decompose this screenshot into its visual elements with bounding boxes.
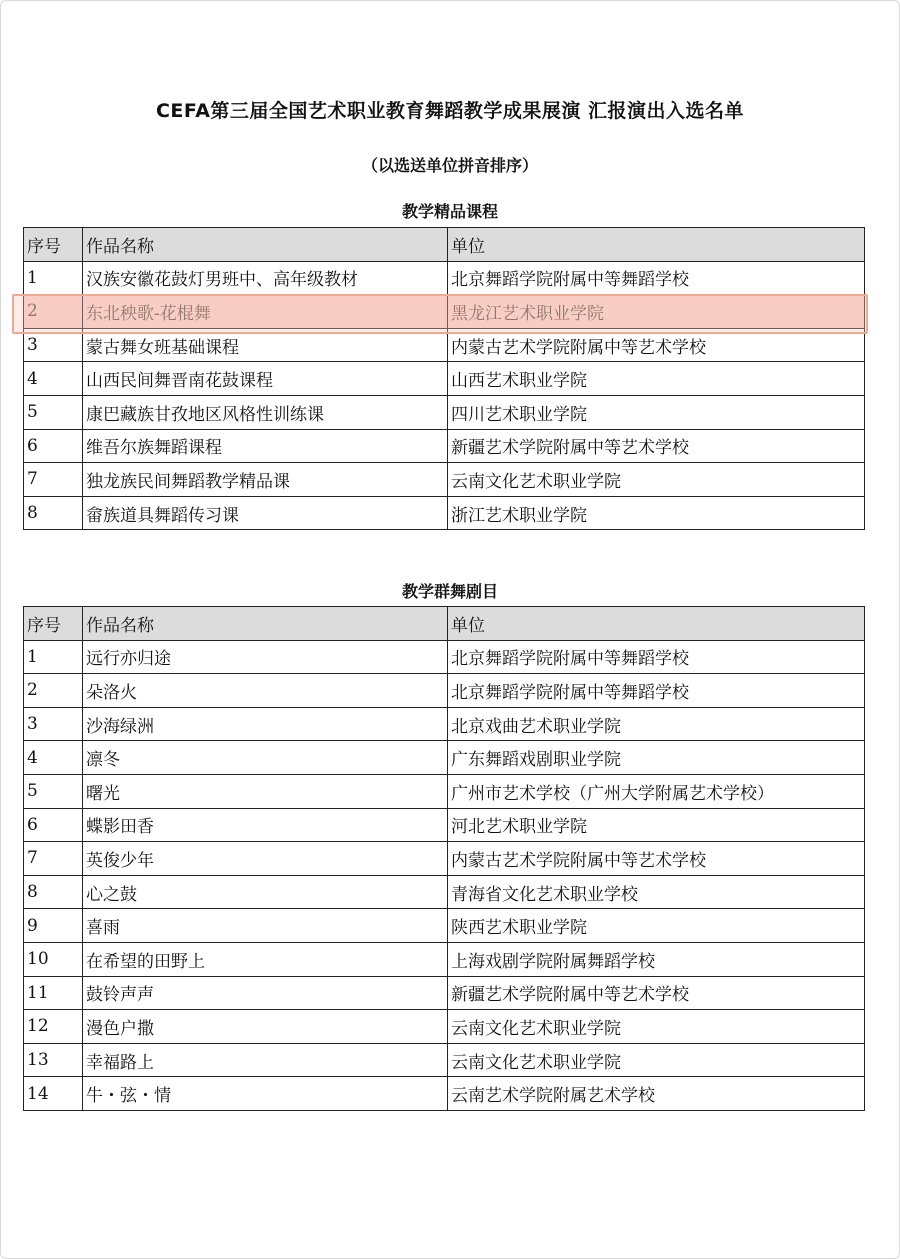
- table-row: [24, 976, 865, 1010]
- unit-name: 新疆艺术学院附属中等艺术学校: [448, 976, 865, 1010]
- work-name: 东北秧歌-花棍舞: [83, 295, 448, 329]
- work-name: 凛冬: [83, 741, 448, 775]
- table-row: [24, 463, 865, 497]
- unit-name: 广东舞蹈戏剧职业学院: [448, 741, 865, 775]
- work-name: 维吾尔族舞蹈课程: [83, 429, 448, 463]
- row-number: 5: [24, 395, 83, 429]
- unit-name: 云南文化艺术职业学院: [448, 1043, 865, 1077]
- table-header-row: [24, 228, 865, 262]
- unit-name: 北京舞蹈学院附属中等舞蹈学校: [448, 674, 865, 708]
- unit-name: 黑龙江艺术职业学院: [448, 295, 865, 329]
- work-name: 曙光: [83, 774, 448, 808]
- work-name: 远行亦归途: [83, 640, 448, 674]
- work-name: 朵洛火: [83, 674, 448, 708]
- column-header-number: 序号: [24, 607, 83, 641]
- column-header-unit: 单位: [448, 228, 865, 262]
- unit-name: 陕西艺术职业学院: [448, 909, 865, 943]
- table-row: [24, 1043, 865, 1077]
- work-name: 畲族道具舞蹈传习课: [83, 496, 448, 530]
- row-number: 12: [24, 1010, 83, 1044]
- row-number: 7: [24, 842, 83, 876]
- work-name: 喜雨: [83, 909, 448, 943]
- table-row: [24, 909, 865, 943]
- row-number: 14: [24, 1077, 83, 1111]
- table-row: [24, 1010, 865, 1044]
- row-number: 7: [24, 463, 83, 497]
- row-number: 3: [24, 707, 83, 741]
- work-name: 汉族安徽花鼓灯男班中、高年级教材: [83, 261, 448, 295]
- table-row: [24, 328, 865, 362]
- table-row: [24, 1077, 865, 1111]
- table-row: [24, 362, 865, 396]
- work-name: 独龙族民间舞蹈教学精品课: [83, 463, 448, 497]
- row-number: 1: [24, 640, 83, 674]
- unit-name: 广州市艺术学校（广州大学附属艺术学校）: [448, 774, 865, 808]
- table-header-row: [24, 607, 865, 641]
- row-number: 11: [24, 976, 83, 1010]
- section-title-courses: 教学精品课程: [401, 202, 498, 221]
- work-name: 在希望的田野上: [83, 942, 448, 976]
- row-number: 13: [24, 1043, 83, 1077]
- unit-name: 四川艺术职业学院: [448, 395, 865, 429]
- group-dance-table: [23, 606, 865, 1111]
- work-name: 心之鼓: [83, 875, 448, 909]
- row-number: 6: [24, 429, 83, 463]
- row-number: 2: [24, 674, 83, 708]
- unit-name: 云南艺术学院附属艺术学校: [448, 1077, 865, 1111]
- work-name: 漫色户撒: [83, 1010, 448, 1044]
- row-number: 4: [24, 362, 83, 396]
- work-name: 山西民间舞晋南花鼓课程: [83, 362, 448, 396]
- row-number: 4: [24, 741, 83, 775]
- unit-name: 云南文化艺术职业学院: [448, 463, 865, 497]
- work-name: 牛・弦・情: [83, 1077, 448, 1111]
- table-row: [24, 261, 865, 295]
- table-row: [24, 842, 865, 876]
- row-number: 2: [24, 295, 83, 329]
- page-subtitle: （以选送单位拼音排序）: [361, 156, 538, 175]
- page-title: CEFA第三届全国艺术职业教育舞蹈教学成果展演 汇报演出入选名单: [155, 100, 745, 122]
- table-row: [24, 674, 865, 708]
- unit-name: 北京舞蹈学院附属中等舞蹈学校: [448, 261, 865, 295]
- table-row: [24, 774, 865, 808]
- section-title-group-dance: 教学群舞剧目: [401, 582, 498, 601]
- column-header-number: 序号: [24, 228, 83, 262]
- unit-name: 北京舞蹈学院附属中等舞蹈学校: [448, 640, 865, 674]
- row-number: 9: [24, 909, 83, 943]
- unit-name: 浙江艺术职业学院: [448, 496, 865, 530]
- row-number: 3: [24, 328, 83, 362]
- table-row: [24, 942, 865, 976]
- row-number: 8: [24, 496, 83, 530]
- unit-name: 云南文化艺术职业学院: [448, 1010, 865, 1044]
- table-row: [24, 640, 865, 674]
- table-row: [24, 295, 865, 329]
- work-name: 鼓铃声声: [83, 976, 448, 1010]
- courses-table: [23, 227, 865, 530]
- table-row: [24, 429, 865, 463]
- table-row: [24, 875, 865, 909]
- column-header-work: 作品名称: [83, 607, 448, 641]
- row-number: 10: [24, 942, 83, 976]
- unit-name: 青海省文化艺术职业学校: [448, 875, 865, 909]
- unit-name: 河北艺术职业学院: [448, 808, 865, 842]
- work-name: 英俊少年: [83, 842, 448, 876]
- unit-name: 北京戏曲艺术职业学院: [448, 707, 865, 741]
- table-row: [24, 395, 865, 429]
- table-row: [24, 741, 865, 775]
- unit-name: 内蒙古艺术学院附属中等艺术学校: [448, 328, 865, 362]
- work-name: 康巴藏族甘孜地区风格性训练课: [83, 395, 448, 429]
- row-number: 6: [24, 808, 83, 842]
- column-header-work: 作品名称: [83, 228, 448, 262]
- work-name: 蒙古舞女班基础课程: [83, 328, 448, 362]
- row-number: 8: [24, 875, 83, 909]
- row-number: 1: [24, 261, 83, 295]
- unit-name: 新疆艺术学院附属中等艺术学校: [448, 429, 865, 463]
- work-name: 幸福路上: [83, 1043, 448, 1077]
- column-header-unit: 单位: [448, 607, 865, 641]
- unit-name: 内蒙古艺术学院附属中等艺术学校: [448, 842, 865, 876]
- table-row: [24, 808, 865, 842]
- table-row: [24, 496, 865, 530]
- row-number: 5: [24, 774, 83, 808]
- table-row: [24, 707, 865, 741]
- unit-name: 上海戏剧学院附属舞蹈学校: [448, 942, 865, 976]
- work-name: 沙海绿洲: [83, 707, 448, 741]
- unit-name: 山西艺术职业学院: [448, 362, 865, 396]
- work-name: 蝶影田香: [83, 808, 448, 842]
